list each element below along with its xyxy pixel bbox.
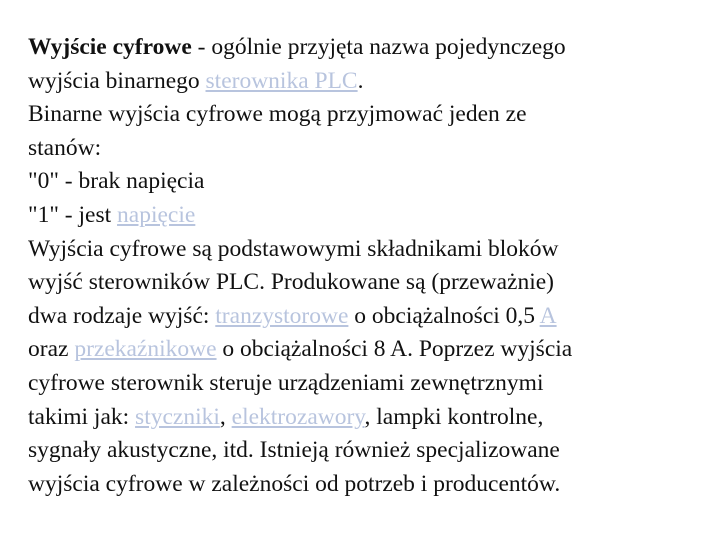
link-transistor[interactable]: tranzystorowe [215,302,349,329]
definition-text: - ogólnie przyjęta nazwa pojedynczego [191,34,566,60]
term-heading: Wyjście cyfrowe [28,34,192,60]
link-solenoid-valves[interactable]: elektrozawory [231,403,365,430]
body-text: oraz [28,336,75,363]
link-voltage[interactable]: napięcie [117,201,196,228]
body-line-1: Wyjścia cyfrowe są podstawowymi składnikami bloków [28,235,559,262]
body-separator: , [219,403,232,430]
body-text: dwa rodzaje wyjść: [28,302,216,329]
intro-period: . [357,67,364,94]
body-line-3 [28,300,700,334]
state-one [28,199,700,233]
link-ampere[interactable]: A [539,302,557,329]
body-text: takimi jak: [28,403,136,430]
body-line-4 [28,333,700,367]
states-line-1: Binarne wyjścia cyfrowe mogą przyjmować jeden ze [28,101,527,128]
body-line-8: wyjścia cyfrowe w zależności od potrzeb i producentów. [28,470,561,497]
body-text: o obciążalności 0,5 [348,302,540,329]
link-plc-controller[interactable]: sterownika PLC [205,67,358,94]
link-contactors[interactable]: styczniki [135,403,220,430]
body-line-6 [28,401,700,435]
intro-line-1 [28,31,700,65]
link-relay[interactable]: przekaźnikowe [74,336,217,363]
state-zero: "0" - brak napięcia [28,168,205,195]
states-line-2: stanów: [28,134,102,161]
body-line-2: wyjść sterowników PLC. Produkowane są (przeważnie) [28,269,555,296]
body-line-5: cyfrowe sterownik steruje urządzeniami zewnętrznymi [28,369,544,396]
intro-text: wyjścia binarnego [28,67,206,94]
body-text: o obciążalności 8 A. Poprzez wyjścia [216,336,573,363]
body-text: , lampki kontrolne, [364,403,544,430]
intro-line-2 [28,65,700,99]
body-line-7: sygnały akustyczne, itd. Istnieją również specjalizowane [28,437,560,464]
state-one-text: "1" - jest [28,201,118,228]
